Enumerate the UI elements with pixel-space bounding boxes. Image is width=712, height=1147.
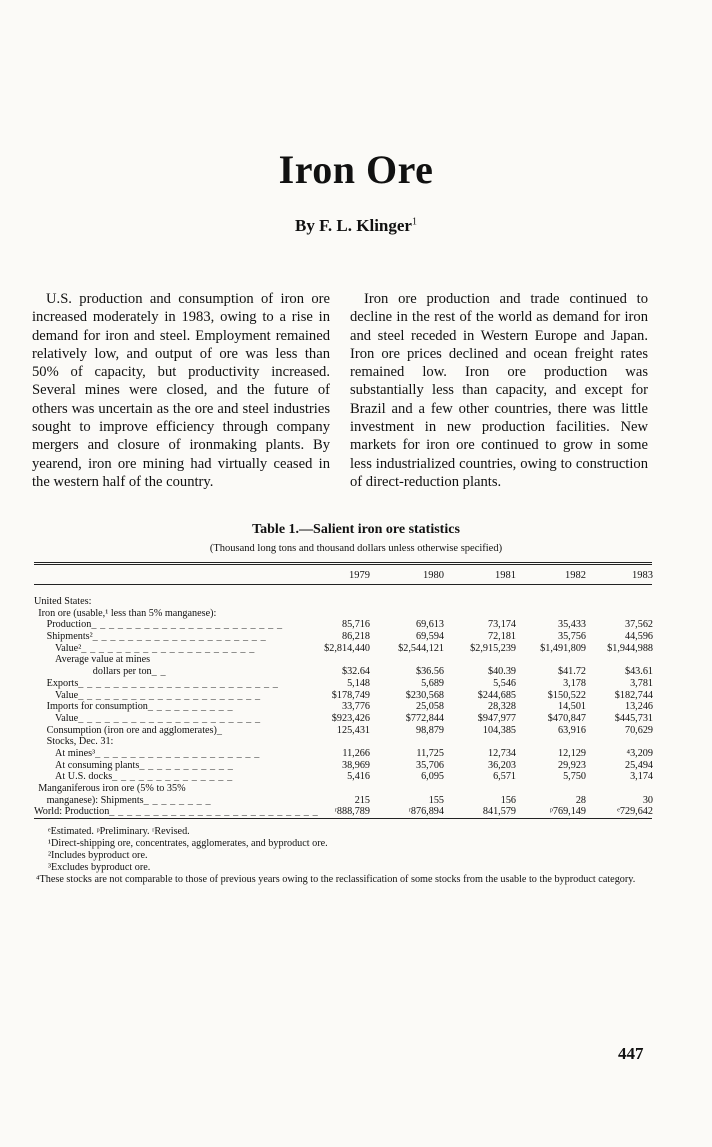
table-cell: 30 xyxy=(642,794,653,806)
table-cell: 35,706 xyxy=(415,759,444,771)
table-cell: 156 xyxy=(500,794,516,806)
table-cell: $41.72 xyxy=(557,666,586,678)
table-cell: 73,174 xyxy=(487,619,516,631)
leader-dots: _ _ _ _ _ _ _ _ _ _ _ _ _ _ _ _ _ _ _ _ _ _ xyxy=(91,619,283,631)
table-top-rule xyxy=(34,562,652,565)
row-label xyxy=(47,795,212,807)
table-cell: $178,749 xyxy=(331,689,370,701)
table-cell: 5,416 xyxy=(347,771,370,783)
table-cell: 5,750 xyxy=(563,771,586,783)
table-row xyxy=(34,795,654,807)
table-cell: $182,744 xyxy=(614,689,653,701)
table-cell: 69,613 xyxy=(415,619,444,631)
row-label-text: Value xyxy=(55,689,79,701)
table-cell: $2,814,440 xyxy=(324,642,370,654)
table-cell: 28 xyxy=(575,794,586,806)
row-label-text: Average value at mines xyxy=(55,654,151,666)
table-title: Table 1.—Salient iron ore statistics xyxy=(252,522,460,537)
table-cell: 85,716 xyxy=(341,619,370,631)
table-cell: $445,731 xyxy=(614,712,653,724)
table-row xyxy=(34,736,654,748)
leader-dots: _ _ _ _ _ _ _ _ _ _ _ _ _ _ _ _ _ _ _ _ _ xyxy=(78,712,261,724)
table-row xyxy=(34,701,654,713)
row-label-text: Shipments² xyxy=(46,631,93,643)
table-cell: 3,781 xyxy=(630,677,653,689)
table-cell: $244,685 xyxy=(477,689,516,701)
table-cell: 104,385 xyxy=(482,724,516,736)
row-label-text: At U.S. docks xyxy=(55,771,113,783)
table-cell: 44,596 xyxy=(624,631,653,643)
table-cell: $772,844 xyxy=(405,712,444,724)
leader-dots: _ _ _ _ _ _ _ _ _ _ _ _ _ _ _ _ _ _ _ _ xyxy=(92,631,267,643)
row-label xyxy=(55,771,233,783)
leader-dots: _ _ _ _ _ _ _ _ _ _ xyxy=(147,701,234,713)
year-header: 1980 xyxy=(423,570,444,581)
table-bottom-rule xyxy=(34,818,652,819)
table-cell: 13,246 xyxy=(624,701,653,713)
table-cell: $947,977 xyxy=(477,712,516,724)
row-label xyxy=(47,725,223,737)
table-cell: 98,879 xyxy=(415,724,444,736)
leader-dots: _ _ xyxy=(151,666,167,678)
table-subtitle: (Thousand long tons and thousand dollars unless otherwise specified) xyxy=(209,543,503,554)
paragraph-left: U.S. production and consumption of iron ore increased moderately in 1983, owing to a rise in demand for iron and steel. Employment remained relatively low, and output of ore was less than 50% of capacity, but productivity increased. Several mines were closed, and the future of others was uncertain as the ore and steel industries sought to improve efficiency through company mergers and closure of ironmaking plants. By yearend, iron ore mining had virtually ceased in the western half of the country. xyxy=(32,291,330,490)
table-row xyxy=(34,619,654,631)
row-label-text: Exports xyxy=(46,677,79,689)
table-row xyxy=(34,678,654,690)
footnote: ¹Direct-shipping ore, concentrates, agglomerates, and byproduct ore. xyxy=(48,838,328,849)
row-label xyxy=(55,654,150,666)
table-cell: 6,095 xyxy=(421,771,444,783)
table-row xyxy=(34,806,654,818)
row-label-text: Iron ore (usable,¹ less than 5% manganese): xyxy=(38,607,217,619)
table-row xyxy=(34,783,654,795)
table-cell: 29,923 xyxy=(557,759,586,771)
table-cell: 35,756 xyxy=(557,631,586,643)
leader-dots: _ _ _ _ _ _ _ _ _ _ _ _ _ _ _ _ _ _ _ xyxy=(95,747,260,759)
row-label xyxy=(47,736,114,748)
paragraph-right: Iron ore production and trade continued to decline in the rest of the world as demand for iron and steel receded in Western Europe and Japan. Iron ore prices declined and ocean freight rates remained low. Iron ore production was substantially less than capacity, and except for Brazil and a few other countries, there was little investment in new production facilities. New markets for iron ore continued to grow in some less industrialized countries, owing to construction of direct-reduction plants. xyxy=(350,291,648,490)
table-row xyxy=(34,725,654,737)
table-cell: $32.64 xyxy=(341,666,370,678)
page-number: 447 xyxy=(618,1044,644,1063)
table-row xyxy=(34,654,654,666)
table-cell: 3,178 xyxy=(563,677,586,689)
row-label-text: At mines³ xyxy=(55,747,96,759)
table-cell: 14,501 xyxy=(557,701,586,713)
table-cell: 125,431 xyxy=(336,724,370,736)
table-cell: 3,174 xyxy=(630,771,653,783)
table-cell: 11,725 xyxy=(416,747,444,759)
table-cell: $40.39 xyxy=(487,666,516,678)
row-label xyxy=(38,608,216,620)
byline-author: By F. L. Klinger xyxy=(295,216,412,235)
byline-footnote-marker: 1 xyxy=(411,216,417,228)
table-cell: 33,776 xyxy=(341,701,370,713)
table-row xyxy=(34,608,654,620)
leader-dots: _ _ _ _ _ _ _ _ _ _ _ _ _ _ _ _ _ _ _ _ _ _ _ _ xyxy=(109,806,319,818)
row-label xyxy=(38,783,185,795)
table-cell: 155 xyxy=(428,794,444,806)
leader-dots: _ _ _ _ _ _ _ _ xyxy=(143,794,212,806)
row-label-text: Imports for consumption xyxy=(46,701,148,713)
table-cell: $150,522 xyxy=(547,689,586,701)
year-header: 1979 xyxy=(349,570,370,581)
table-cell: $923,426 xyxy=(331,712,370,724)
row-label xyxy=(55,643,255,655)
byline xyxy=(0,216,712,236)
table-cell: $2,544,121 xyxy=(398,642,444,654)
row-label xyxy=(47,619,283,631)
table-cell: $2,915,239 xyxy=(470,642,516,654)
table-row xyxy=(34,643,654,655)
table-cell: ᵉ729,642 xyxy=(617,806,653,818)
row-label xyxy=(55,713,261,725)
table-cell: 841,579 xyxy=(482,806,516,818)
row-label xyxy=(55,690,261,702)
row-label xyxy=(34,596,91,608)
year-header: 1981 xyxy=(495,570,516,581)
year-header: 1982 xyxy=(565,570,586,581)
row-label xyxy=(93,666,166,678)
table-row xyxy=(34,760,654,772)
table-cell: 35,433 xyxy=(557,619,586,631)
statistics-table xyxy=(34,596,654,818)
page-title: Iron Ore xyxy=(278,147,434,192)
table-cell: ʳ876,894 xyxy=(408,806,444,818)
table-header-rule xyxy=(34,584,652,585)
row-label-text: Manganiferous iron ore (5% to 35% xyxy=(38,783,186,794)
row-label-text: manganese): Shipments xyxy=(46,794,144,806)
table-cell: $1,944,988 xyxy=(607,642,653,654)
table-cell: $43.61 xyxy=(624,666,653,678)
table-cell: 69,594 xyxy=(415,631,444,643)
table-row xyxy=(34,690,654,702)
table-cell: 215 xyxy=(354,794,370,806)
table-cell: 6,571 xyxy=(493,771,516,783)
table-cell: $1,491,809 xyxy=(540,642,586,654)
table-cell: ᵖ769,149 xyxy=(549,806,586,818)
table-cell: 38,969 xyxy=(341,759,370,771)
row-label-text: Value xyxy=(55,712,79,724)
row-label-text: Production xyxy=(46,619,92,631)
footnote: ⁴These stocks are not comparable to those of previous years owing to the reclassification of some stocks from the usable to the byproduct category. xyxy=(36,874,636,885)
leader-dots: _ _ _ _ _ _ _ _ _ _ _ xyxy=(139,759,234,771)
row-label-text: dollars per ton xyxy=(92,666,152,678)
table-cell: 70,629 xyxy=(624,724,653,736)
footnote: ᵉEstimated. ᵖPreliminary. ʳRevised. xyxy=(48,826,190,837)
row-label-text: Value² xyxy=(55,642,82,654)
table-cell: $470,847 xyxy=(547,712,586,724)
table-cell: 72,181 xyxy=(487,631,516,643)
table-row xyxy=(34,748,654,760)
row-label-text: Stocks, Dec. 31: xyxy=(46,736,114,748)
table-cell: $36.56 xyxy=(415,666,444,678)
table-cell: 25,058 xyxy=(415,701,444,713)
row-label-text: World: Production xyxy=(34,806,110,818)
row-label xyxy=(47,701,234,713)
row-label xyxy=(55,760,233,772)
table-row xyxy=(34,596,654,608)
table-cell: ʳ888,789 xyxy=(334,806,370,818)
table-cell: 25,494 xyxy=(624,759,653,771)
table-row xyxy=(34,771,654,783)
table-row xyxy=(34,631,654,643)
table-cell: 5,148 xyxy=(347,677,370,689)
table-cell: 12,129 xyxy=(557,747,586,759)
leader-dots: _ _ _ _ _ _ _ _ _ _ _ _ _ _ _ _ _ _ _ _ _ xyxy=(78,689,261,701)
footnote: ³Excludes byproduct ore. xyxy=(48,862,151,873)
table-row xyxy=(34,666,654,678)
footnote: ²Includes byproduct ore. xyxy=(48,850,148,861)
leader-dots: _ _ _ _ _ _ _ _ _ _ _ _ _ _ _ _ _ _ _ _ _ _ _ xyxy=(78,677,279,689)
year-header: 1983 xyxy=(632,570,653,581)
row-label-text: At consuming plants xyxy=(55,759,140,771)
table-cell: 5,546 xyxy=(493,677,516,689)
leader-dots: _ xyxy=(216,724,223,736)
table-cell: ⁴3,209 xyxy=(626,747,653,759)
table-cell: $230,568 xyxy=(405,689,444,701)
table-cell: 11,266 xyxy=(342,747,370,759)
table-cell: 63,916 xyxy=(557,724,586,736)
row-label xyxy=(34,806,318,818)
row-label-text: United States: xyxy=(34,596,92,607)
row-label-text: Consumption (iron ore and agglomerates) xyxy=(46,724,217,736)
table-cell: 5,689 xyxy=(421,677,444,689)
table-row xyxy=(34,713,654,725)
row-label xyxy=(55,748,260,760)
row-label xyxy=(47,678,279,690)
table-cell: 86,218 xyxy=(341,631,370,643)
leader-dots: _ _ _ _ _ _ _ _ _ _ _ _ _ _ xyxy=(112,771,233,783)
table-cell: 37,562 xyxy=(624,619,653,631)
leader-dots: _ _ _ _ _ _ _ _ _ _ _ _ _ _ _ _ _ _ _ _ xyxy=(81,642,255,654)
table-cell: 12,734 xyxy=(487,747,516,759)
table-cell: 36,203 xyxy=(487,759,516,771)
row-label xyxy=(47,631,267,643)
table-cell: 28,328 xyxy=(487,701,516,713)
